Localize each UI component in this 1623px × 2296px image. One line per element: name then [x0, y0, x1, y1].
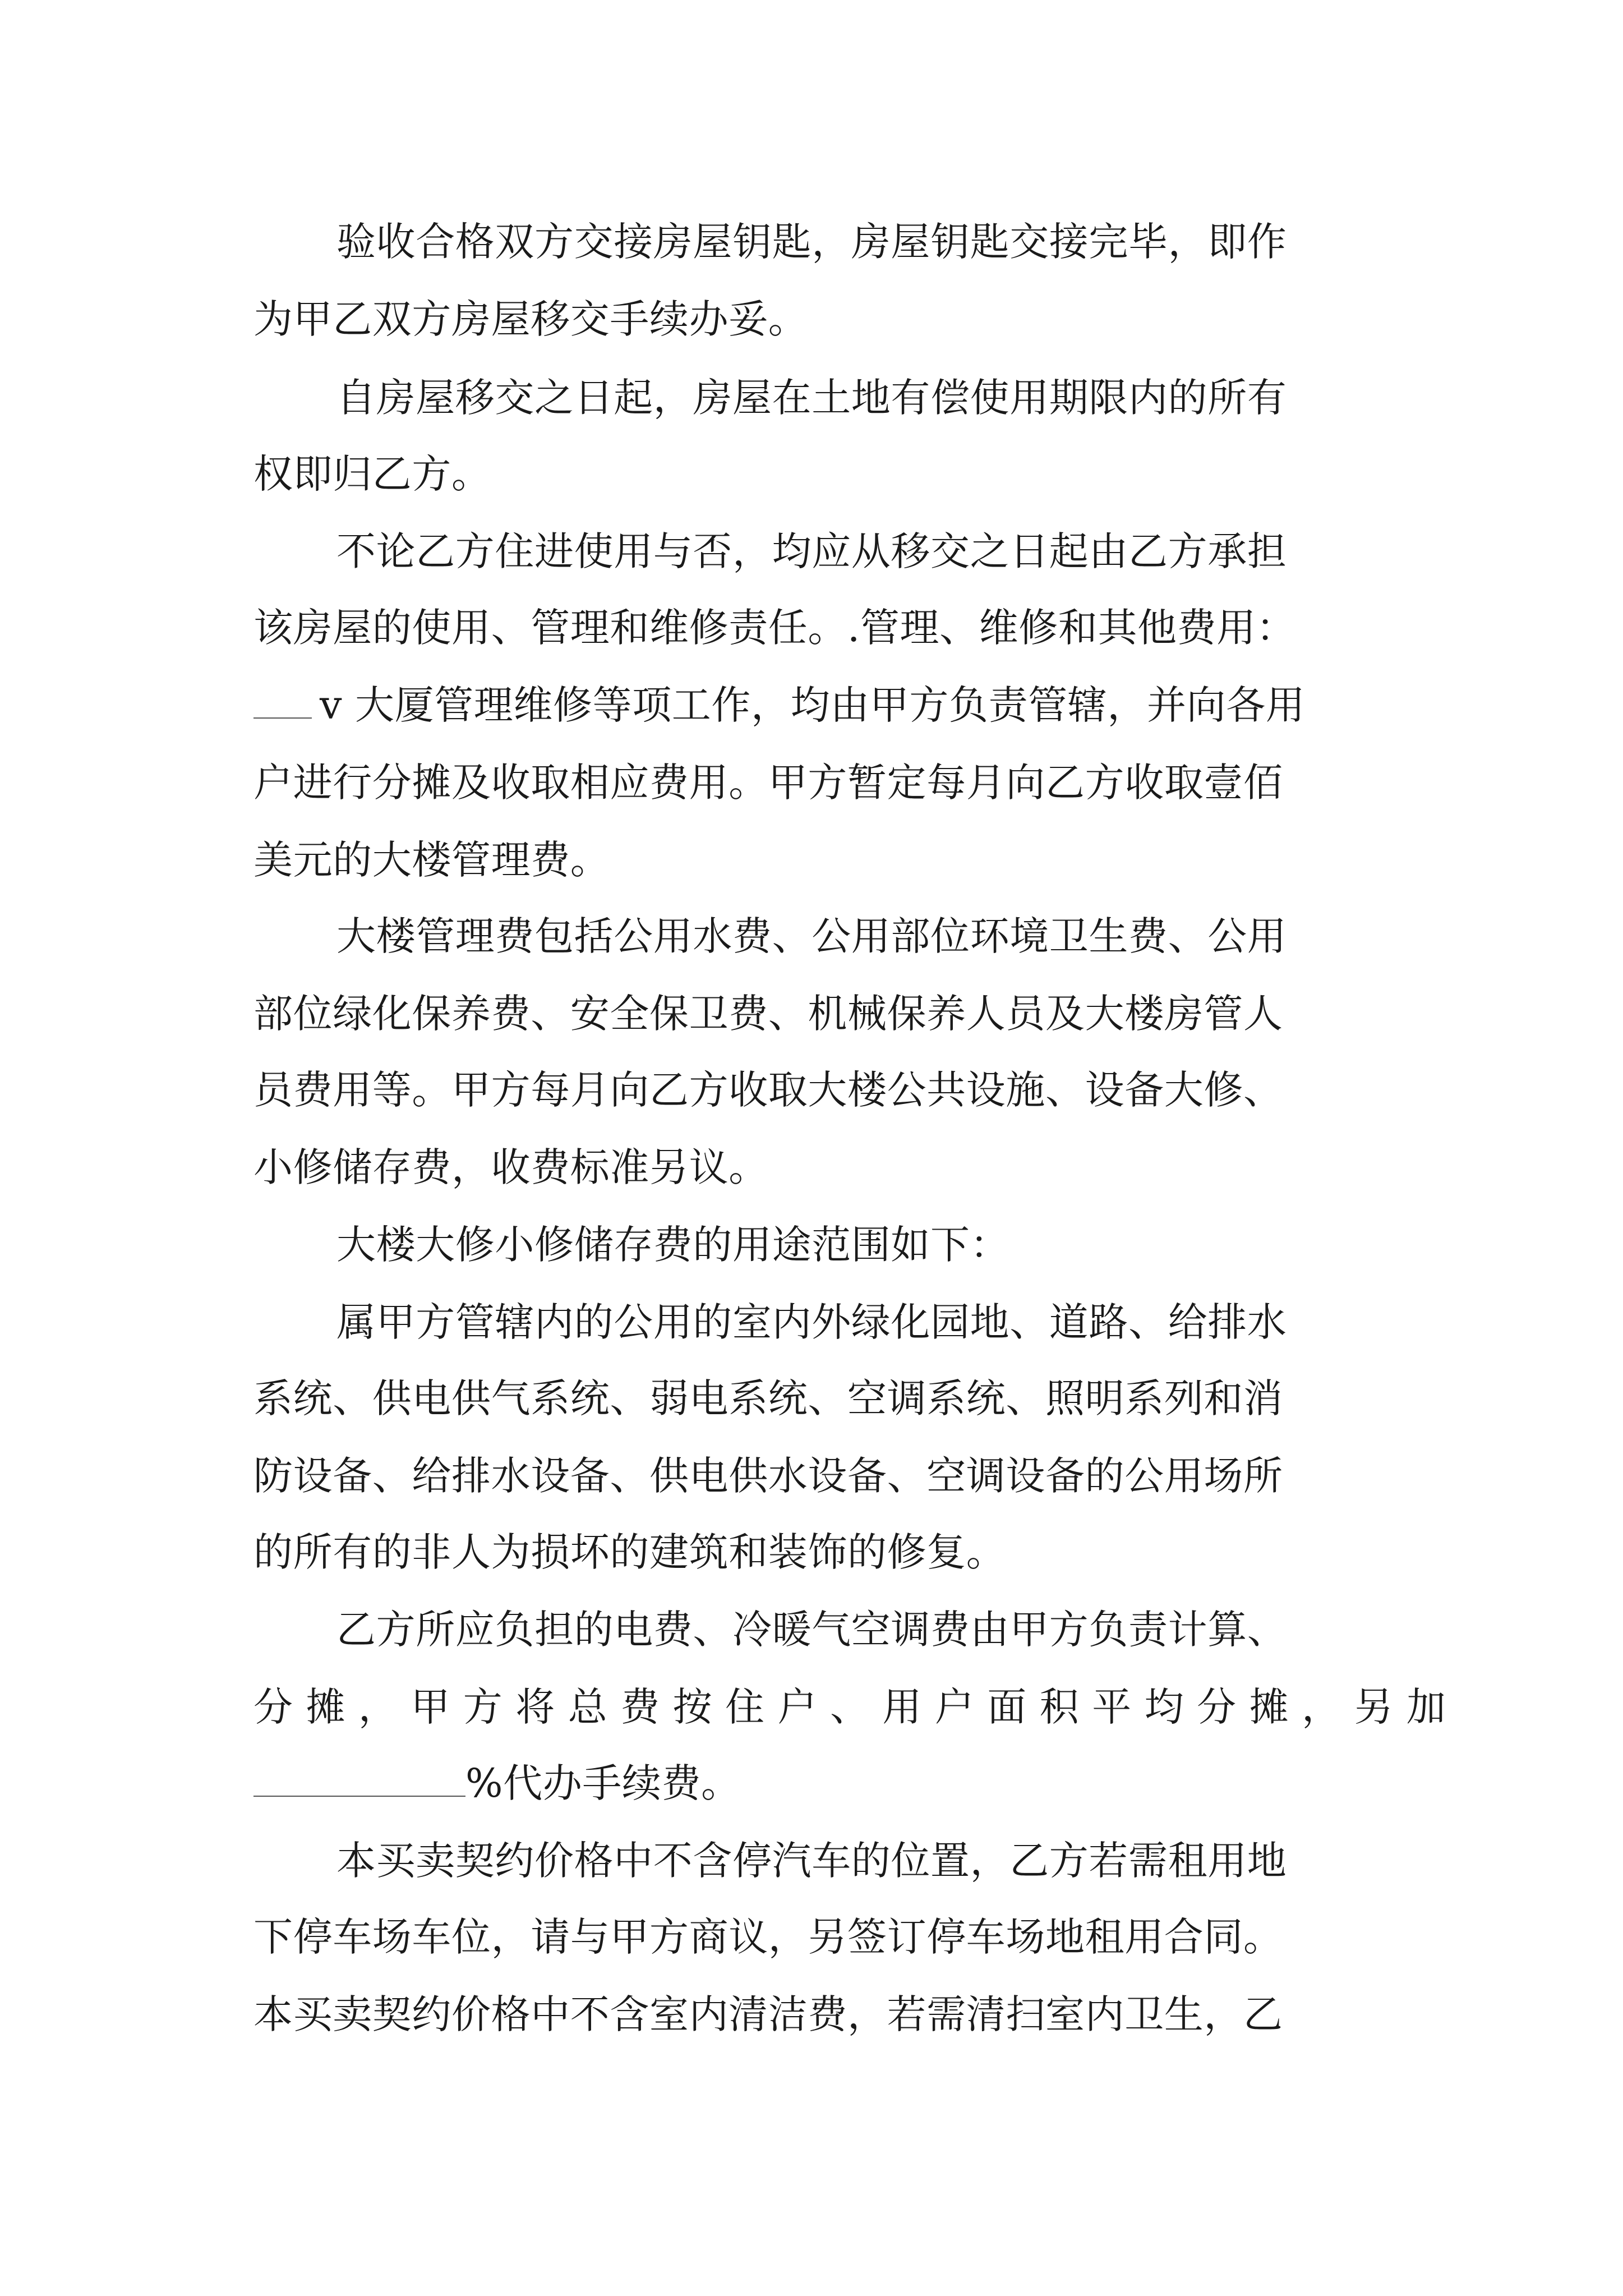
text-line: 权即归乙方。	[253, 451, 491, 497]
fill-in-blank	[253, 1756, 465, 1797]
text-line: 下停车场车位，请与甲方商议，另签订停车场地租用合同。	[253, 1914, 1283, 1960]
text-line: v 大厦管理维修等项工作，均由甲方负责管辖，并向各用	[320, 682, 1306, 728]
text-line: 大楼大修小修储存费的用途范围如下：	[336, 1222, 1010, 1268]
text-line: 属甲方管辖内的公用的室内外绿化园地、道路、给排水	[336, 1299, 1287, 1345]
text-line: 自房屋移交之日起，房屋在土地有偿使用期限内的所有	[336, 375, 1287, 421]
text-line: 大楼管理费包括公用水费、公用部位环境卫生费、公用	[336, 913, 1287, 959]
text-line: 验收合格双方交接房屋钥匙，房屋钥匙交接完毕，即作	[336, 219, 1287, 265]
text-line: 不论乙方住进使用与否，均应从移交之日起由乙方承担	[336, 528, 1287, 574]
text-line: 系统、供电供气系统、弱电系统、空调系统、照明系列和消	[253, 1375, 1283, 1421]
text-line: 乙方所应负担的电费、冷暖气空调费由甲方负责计算、	[336, 1607, 1287, 1653]
text-line-with-blank	[253, 674, 1305, 736]
text-line: 该房屋的使用、管理和维修责任。.管理、维修和其他费用：	[253, 605, 1296, 651]
text-line: 户进行分摊及收取相应费用。甲方暂定每月向乙方收取壹佰	[253, 760, 1283, 806]
text-line: 为甲乙双方房屋移交手续办妥。	[253, 296, 808, 342]
text-line: 的所有的非人为损坏的建筑和装饰的修复。	[253, 1529, 1006, 1575]
text-line: %代办手续费。	[465, 1760, 741, 1806]
text-line: 小修储存费，收费标准另议。	[253, 1144, 768, 1190]
fill-in-blank	[253, 678, 312, 719]
text-line-with-blank	[253, 1752, 741, 1814]
text-line: 部位绿化保养费、安全保卫费、机械保养人员及大楼房管人	[253, 991, 1283, 1037]
text-line: 本买卖契约价格中不含停汽车的位置，乙方若需租用地	[336, 1838, 1287, 1884]
text-line: 分 摊 ， 甲 方 将 总 费 按 住 户 、 用 户 面 积 平 均 分 摊 ， 另 加	[253, 1684, 1446, 1730]
text-line: 本买卖契约价格中不含室内清洁费，若需清扫室内卫生，乙	[253, 1991, 1283, 2037]
text-line: 防设备、给排水设备、供电供水设备、空调设备的公用场所	[253, 1453, 1283, 1499]
text-line: 员费用等。甲方每月向乙方收取大楼公共设施、设备大修、	[253, 1067, 1283, 1113]
text-line: 美元的大楼管理费。	[253, 837, 610, 883]
